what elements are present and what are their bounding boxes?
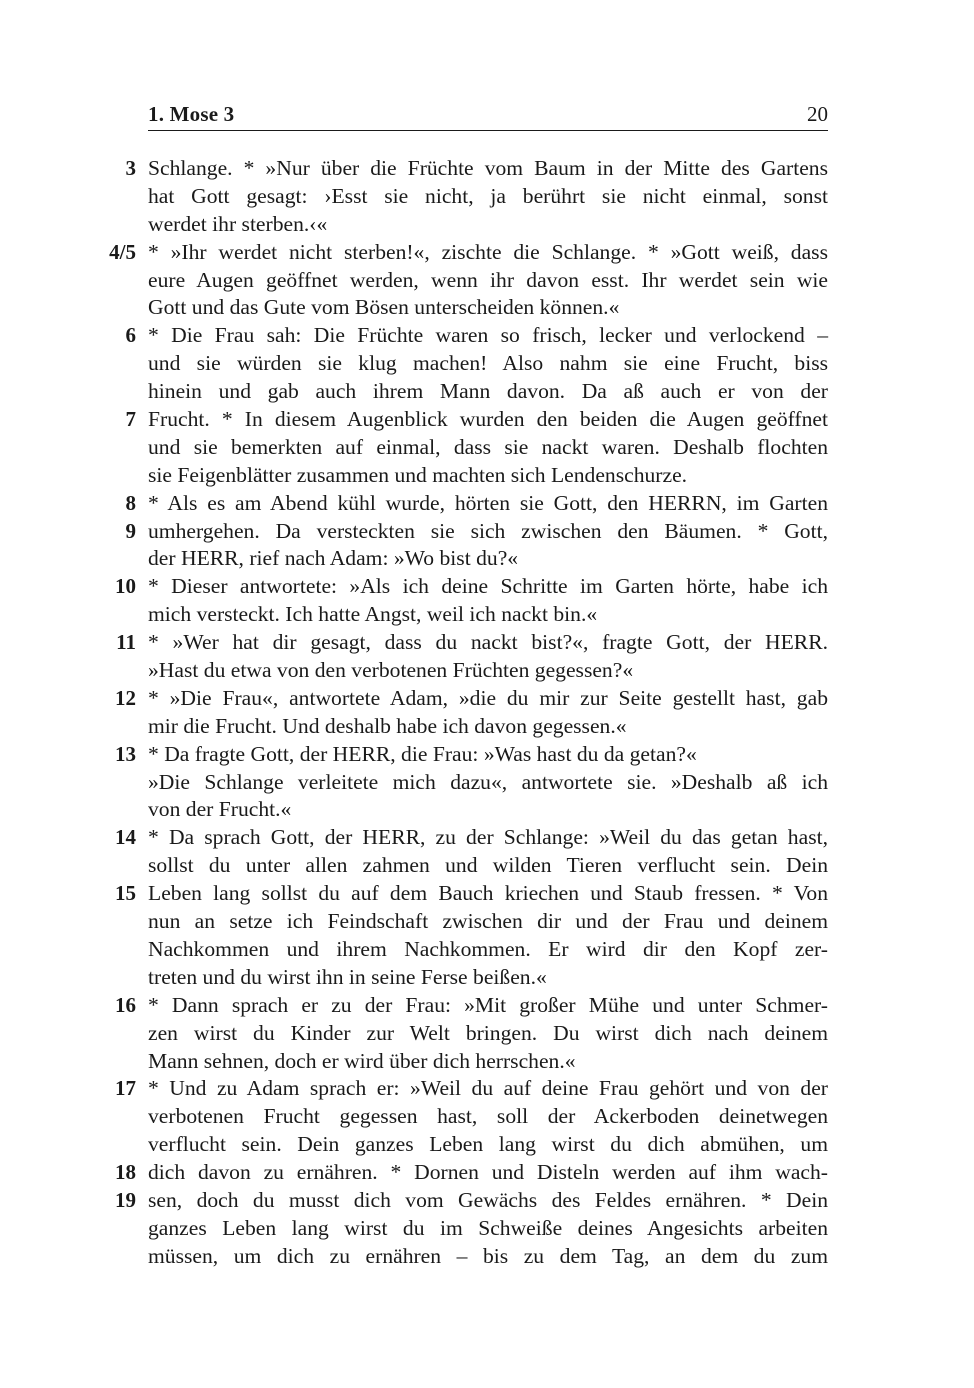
text-line xyxy=(0,267,974,295)
text-line xyxy=(0,518,974,546)
verse-text: ganzes Leben lang wirst du im Schweiße deines Angesichts arbeiten xyxy=(148,1215,828,1240)
text-line xyxy=(0,936,974,964)
text-line xyxy=(0,796,974,824)
verse-number: 17 xyxy=(115,1076,136,1101)
verse-number: 4/5 xyxy=(109,239,136,264)
text-line xyxy=(0,685,974,713)
verse-number: 10 xyxy=(115,574,136,599)
verse-number: 3 xyxy=(125,156,136,180)
verse-text: * Als es am Abend kühl wurde, hörten sie Gott, den HERRN, im Garten xyxy=(148,490,828,515)
book-chapter-title: 1. Mose 3 xyxy=(148,102,235,126)
verse-text: sen, doch du musst dich vom Gewächs des Feldes ernähren. * Dein xyxy=(148,1187,828,1212)
verse-text: eure Augen geöffnet werden, wenn ihr davon esst. Ihr werdet sein wie xyxy=(148,267,828,292)
verse-text: und sie bemerkten auf einmal, dass sie nackt waren. Deshalb flochten xyxy=(148,434,828,459)
text-line xyxy=(0,964,974,992)
verse-number: 7 xyxy=(125,407,136,432)
verse-text: mich versteckt. Ich hatte Angst, weil ich nackt bin.« xyxy=(148,602,598,627)
text-line xyxy=(0,880,974,908)
verse-number: 13 xyxy=(115,741,136,766)
verse-text: von der Frucht.« xyxy=(148,797,292,822)
verse-number: 8 xyxy=(125,490,136,515)
verse-text: Frucht. * In diesem Augenblick wurden den beiden die Augen geöffnet xyxy=(148,407,828,432)
text-line xyxy=(0,406,974,434)
verse-text: * Da fragte Gott, der HERR, die Frau: »Was hast du da getan?« xyxy=(148,741,697,766)
text-line xyxy=(0,1103,974,1131)
text-line xyxy=(0,852,974,880)
verse-text: Mann sehnen, doch er wird über dich herrschen.« xyxy=(148,1048,576,1073)
text-line xyxy=(0,545,974,573)
verse-number: 19 xyxy=(115,1187,136,1212)
verse-text: umhergehen. Da versteckten sie sich zwischen den Bäumen. * Gott, xyxy=(148,518,828,543)
verse-text: sollst du unter allen zahmen und wilden Tieren verflucht sein. Dein xyxy=(148,853,828,878)
text-line xyxy=(0,713,974,741)
verse-text: zen wirst du Kinder zur Welt bringen. Du wirst dich nach deinem xyxy=(148,1020,828,1045)
text-line xyxy=(0,1243,974,1271)
running-header xyxy=(148,102,828,131)
verse-number: 14 xyxy=(115,825,136,850)
verse-text: verbotenen Frucht gegessen hast, soll der Ackerboden deinetwegen xyxy=(148,1104,828,1129)
verse-text: * »Wer hat dir gesagt, dass du nackt bist?«, fragte Gott, der HERR. xyxy=(148,630,828,655)
verse-text: »Hast du etwa von den verbotenen Früchten gegessen?« xyxy=(148,658,634,683)
text-line xyxy=(0,462,974,490)
verse-text: müssen, um dich zu ernähren – bis zu dem Tag, an dem du zum xyxy=(148,1243,828,1268)
verse-text: dich davon zu ernähren. * Dornen und Disteln werden auf ihm wach- xyxy=(148,1160,828,1185)
text-line xyxy=(0,1215,974,1243)
text-line xyxy=(0,183,974,211)
verse-text: * Da sprach Gott, der HERR, zu der Schlange: »Weil du das getan hast, xyxy=(148,825,828,850)
text-line xyxy=(0,350,974,378)
verse-number: 18 xyxy=(115,1160,136,1185)
text-line xyxy=(0,294,974,322)
verse-text: Leben lang sollst du auf dem Bauch kriechen und Staub fressen. * Von xyxy=(148,881,828,906)
text-line xyxy=(0,378,974,406)
verse-number: 15 xyxy=(115,881,136,906)
verse-text-block xyxy=(0,155,974,1271)
text-line xyxy=(0,239,974,267)
page-number: 20 xyxy=(807,102,828,126)
text-line xyxy=(0,573,974,601)
text-line xyxy=(0,490,974,518)
verse-text: treten und du wirst ihn in seine Ferse beißen.« xyxy=(148,964,547,989)
verse-text: »Die Schlange verleitete mich dazu«, antwortete sie. »Deshalb aß ich xyxy=(148,769,828,794)
verse-text: * Und zu Adam sprach er: »Weil du auf deine Frau gehört und von der xyxy=(148,1076,828,1101)
verse-text: * »Die Frau«, antwortete Adam, »die du mir zur Seite gestellt hast, gab xyxy=(148,685,828,710)
verse-text: verflucht sein. Dein ganzes Leben lang wirst du dich abmühen, um xyxy=(148,1132,828,1157)
text-line xyxy=(0,434,974,462)
text-line xyxy=(0,211,974,239)
text-line xyxy=(0,1159,974,1187)
verse-text: mir die Frucht. Und deshalb habe ich davon gegessen.« xyxy=(148,713,627,738)
text-line xyxy=(0,1075,974,1103)
verse-text: * Dann sprach er zu der Frau: »Mit großer Mühe und unter Schmer- xyxy=(148,992,828,1017)
verse-number: 16 xyxy=(115,992,136,1017)
text-line xyxy=(0,629,974,657)
verse-text: Schlange. * »Nur über die Früchte vom Baum in der Mitte des Gartens xyxy=(148,156,828,180)
verse-text: werdet ihr sterben.‹« xyxy=(148,211,328,236)
verse-text: und sie würden sie klug machen! Also nahm sie eine Frucht, biss xyxy=(148,351,828,376)
verse-text: hinein und gab auch ihrem Mann davon. Da aß auch er von der xyxy=(148,379,828,404)
verse-number: 11 xyxy=(116,630,136,655)
verse-text: Nachkommen und ihrem Nachkommen. Er wird dir den Kopf zer- xyxy=(148,936,828,961)
verse-number: 9 xyxy=(125,518,136,543)
text-line xyxy=(0,824,974,852)
text-line xyxy=(0,1187,974,1215)
verse-text: der HERR, rief nach Adam: »Wo bist du?« xyxy=(148,546,519,571)
text-line xyxy=(0,992,974,1020)
text-line xyxy=(0,322,974,350)
verse-text: * »Ihr werdet nicht sterben!«, zischte die Schlange. * »Gott weiß, dass xyxy=(148,239,828,264)
text-line xyxy=(0,657,974,685)
verse-number: 12 xyxy=(115,685,136,710)
text-line xyxy=(0,601,974,629)
text-line xyxy=(0,155,974,183)
verse-text: Gott und das Gute vom Bösen unterscheiden können.« xyxy=(148,295,620,320)
text-line xyxy=(0,769,974,797)
verse-text: nun an setze ich Feindschaft zwischen dir und der Frau und deinem xyxy=(148,909,828,934)
text-line xyxy=(0,741,974,769)
text-line xyxy=(0,1020,974,1048)
verse-text: * Dieser antwortete: »Als ich deine Schritte im Garten hörte, habe ich xyxy=(148,574,828,599)
text-line xyxy=(0,1048,974,1076)
text-line xyxy=(0,1131,974,1159)
text-line xyxy=(0,908,974,936)
verse-text: * Die Frau sah: Die Früchte waren so frisch, lecker und verlockend – xyxy=(148,323,828,348)
verse-text: hat Gott gesagt: ›Esst sie nicht, ja berührt sie nicht einmal, sonst xyxy=(148,183,828,208)
verse-number: 6 xyxy=(125,323,136,348)
verse-text: sie Feigenblätter zusammen und machten sich Lendenschurze. xyxy=(148,462,688,487)
